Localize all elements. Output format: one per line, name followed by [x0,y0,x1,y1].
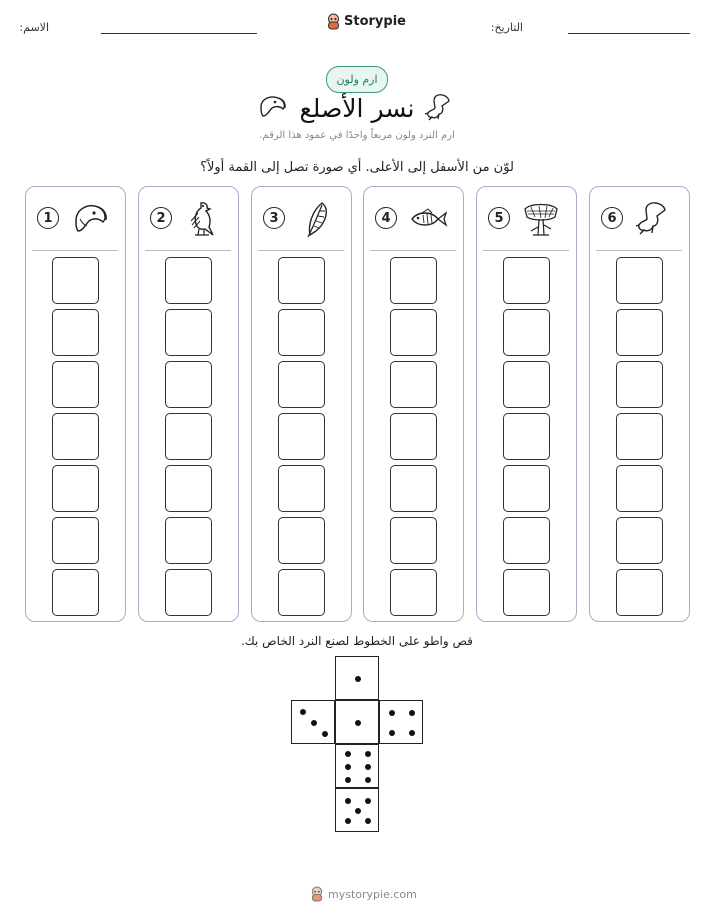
color-box[interactable] [616,413,663,460]
column-divider [145,250,231,251]
column-1 [25,186,126,622]
color-box[interactable] [52,257,99,304]
talon-icon [634,199,674,239]
column-divider [258,250,344,251]
column-number: 5 [488,207,510,229]
page-title: نسر الأصلع [299,94,415,123]
column-4 [363,186,464,622]
dice-face [335,700,379,744]
color-box[interactable] [616,569,663,616]
column-divider [32,250,118,251]
dice-pip [345,764,351,770]
color-box[interactable] [390,257,437,304]
column-2 [138,186,239,622]
talon-icon [424,92,454,122]
dice-pip [389,710,395,716]
column-6 [589,186,690,622]
color-box[interactable] [616,361,663,408]
column-number: 2 [150,207,172,229]
dice-pip [355,676,361,682]
color-box[interactable] [503,257,550,304]
color-box[interactable] [390,517,437,564]
dice-pip [311,720,317,726]
dice-face [335,744,379,788]
dice-face [335,788,379,832]
color-box[interactable] [278,413,325,460]
color-box[interactable] [278,257,325,304]
dice-pip [355,808,361,814]
color-box[interactable] [165,413,212,460]
color-box[interactable] [503,413,550,460]
instructions-text: ارم النرد ولون مربعاً واحدًا في عمود هذا الرقم. [259,130,455,141]
dice-pip [365,777,371,783]
color-box[interactable] [52,361,99,408]
dice-pip [409,730,415,736]
eagle-head-icon [70,199,110,239]
dice-instruction: قص واطو على الخطوط لصنع النرد الخاص بك. [241,634,473,648]
dice-face [379,700,423,744]
column-divider [596,250,682,251]
color-box[interactable] [503,465,550,512]
dice-pip [409,710,415,716]
dice-pip [365,798,371,804]
color-box[interactable] [52,569,99,616]
date-label: التاريخ: [490,21,523,34]
dice-pip [322,731,328,737]
column-number: 1 [37,207,59,229]
color-box[interactable] [278,569,325,616]
dice-pip [365,751,371,757]
color-box[interactable] [278,517,325,564]
dice-pip [345,818,351,824]
column-5 [476,186,577,622]
column-divider [483,250,569,251]
color-box[interactable] [503,361,550,408]
color-box[interactable] [616,257,663,304]
color-box[interactable] [165,309,212,356]
color-box[interactable] [165,517,212,564]
dice-face [291,700,335,744]
dice-pip [345,798,351,804]
date-line[interactable] [568,33,690,34]
dice-face [335,656,379,700]
color-box[interactable] [165,361,212,408]
color-box[interactable] [165,257,212,304]
question-text: لوّن من الأسفل إلى الأعلى. أي صورة تصل إلى القمة أولاً؟ [200,160,514,175]
nest-tree-icon [521,199,561,239]
dice-pip [355,720,361,726]
storypie-logo [326,13,406,30]
footer-url[interactable]: mystorypie.com [328,887,417,901]
dice-pip [389,730,395,736]
color-box[interactable] [390,413,437,460]
logo-text: Storypie [344,14,406,29]
color-box[interactable] [278,309,325,356]
color-box[interactable] [52,517,99,564]
color-box[interactable] [390,465,437,512]
color-box[interactable] [390,361,437,408]
feather-icon [296,199,336,239]
dice-pip [365,764,371,770]
color-box[interactable] [52,413,99,460]
color-box[interactable] [503,517,550,564]
eagle-perched-icon [183,199,223,239]
color-box[interactable] [165,569,212,616]
dice-pip [300,709,306,715]
column-divider [370,250,456,251]
color-box[interactable] [616,465,663,512]
name-label: الاسم: [19,21,49,34]
color-box[interactable] [278,361,325,408]
name-line[interactable] [101,33,257,34]
dice-pip [345,751,351,757]
column-number: 6 [601,207,623,229]
color-box[interactable] [616,517,663,564]
storypie-mascot-icon [310,886,324,902]
color-box[interactable] [165,465,212,512]
column-3 [251,186,352,622]
color-box[interactable] [278,465,325,512]
color-box[interactable] [390,569,437,616]
color-box[interactable] [52,465,99,512]
storypie-mascot-icon [326,13,341,30]
activity-badge: ارم ولون [326,66,388,93]
color-box[interactable] [390,309,437,356]
color-box[interactable] [503,569,550,616]
column-number: 4 [375,207,397,229]
dice-pip [345,777,351,783]
color-box[interactable] [616,309,663,356]
column-number: 3 [263,207,285,229]
dice-pip [365,818,371,824]
fish-icon [408,199,448,239]
footer [310,886,417,902]
color-box[interactable] [503,309,550,356]
color-box[interactable] [52,309,99,356]
